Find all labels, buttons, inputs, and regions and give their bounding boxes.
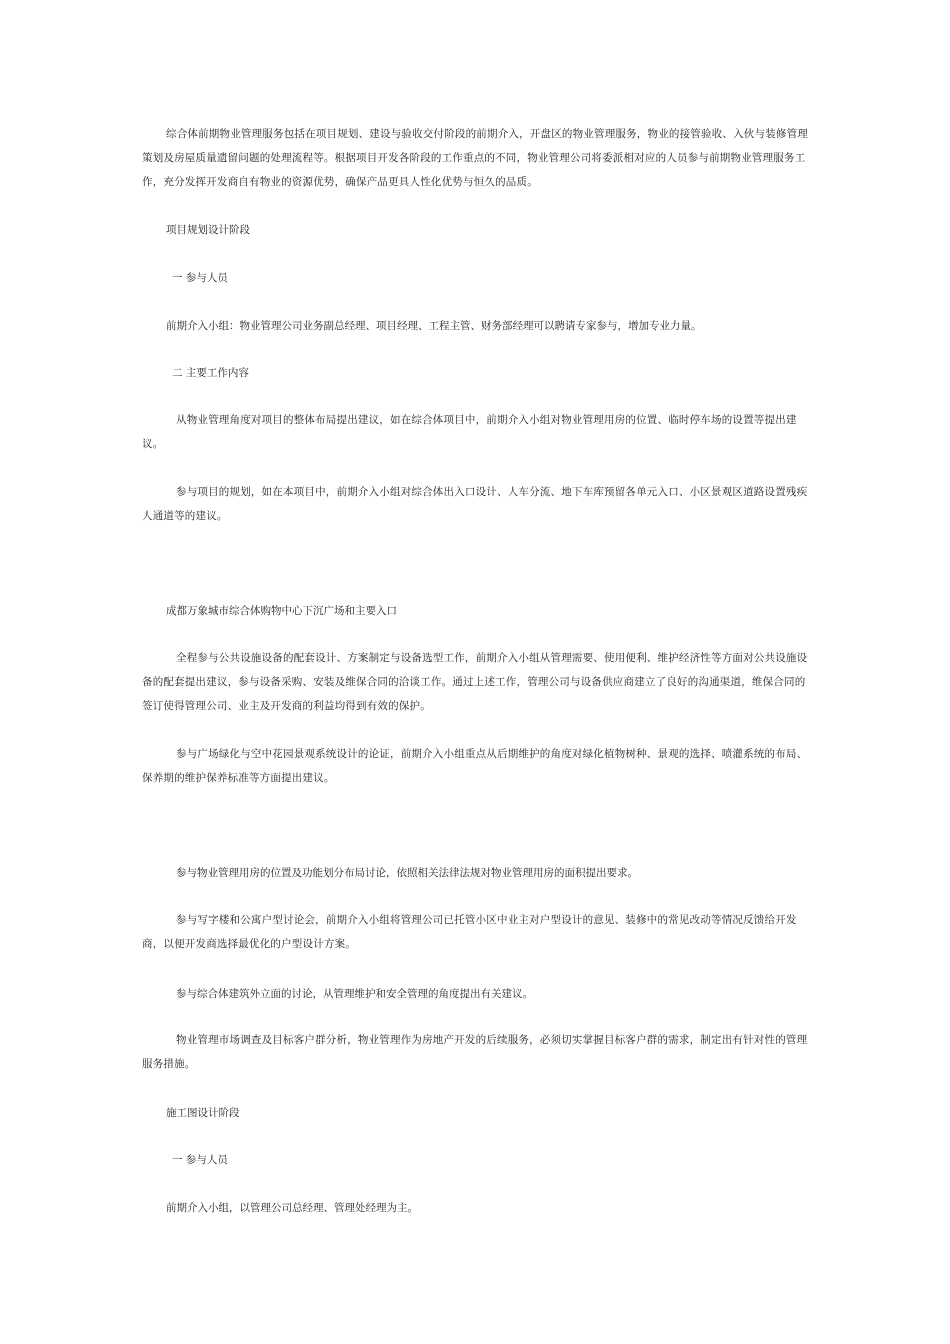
- intro-paragraph: 综合体前期物业管理服务包括在项目规划、建设与验收交付阶段的前期介入，开盘区的物业管理服务，物业的接管验收、入伙与装修管理策划及房屋质量遗留问题的处理流程等。根据项目开发各阶段的工作重点的不同，物业管理公司将委派相对应的人员参与前期物业管理服务工作，充分发挥开发商自有物业的资源优势，确保产品更具人性化优势与恒久的品质。: [142, 128, 808, 188]
- subheading-participants-2: 一 参与人员: [172, 1154, 228, 1166]
- participants-paragraph: 前期介入小组：物业管理公司业务副总经理、项目经理、工程主管、财务部经理可以聘请专家参与，增加专业力量。: [166, 320, 702, 332]
- facade-paragraph: 参与综合体建筑外立面的讨论，从管理维护和安全管理的角度提出有关建议。: [176, 988, 533, 1000]
- landscape-paragraph: 参与广场绿化与空中花园景观系统设计的论证，前期介入小组重点从后期维护的角度对绿化植物树种、景观的选择、喷灌系统的布局、保养期的维护保养标准等方面提出建议。: [142, 748, 808, 784]
- section-heading-construction: 施工图设计阶段: [166, 1107, 240, 1119]
- subheading-participants: 一 参与人员: [172, 272, 228, 284]
- facilities-paragraph: 全程参与公共设施设备的配套设计、方案制定与设备选型工作，前期介入小组从管理需要、使用便利、维护经济性等方面对公共设施设备的配套提出建议，参与设备采购、安装及维保合同的洽谈工作。通过上述工作，管理公司与设备供应商建立了良好的沟通渠道，维保合同的签订使得管理公司、业主及开发商的利益均得到有效的保护。: [142, 652, 808, 712]
- subheading-main-work: 二 主要工作内容: [172, 367, 249, 379]
- image-caption: 成都万象城市综合体购物中心下沉广场和主要入口: [166, 605, 397, 617]
- market-research-paragraph: 物业管理市场调查及目标客户群分析，物业管理作为房地产开发的后续服务，必须切实掌握目标客户群的需求，制定出有针对性的管理服务措施。: [142, 1034, 808, 1070]
- unit-layout-paragraph: 参与写字楼和公寓户型讨论会，前期介入小组将管理公司已托管小区中业主对户型设计的意见、装修中的常见改动等情况反馈给开发商，以便开发商选择最优化的户型设计方案。: [142, 914, 797, 950]
- section-heading-planning: 项目规划设计阶段: [166, 224, 250, 236]
- layout-advice-paragraph: 从物业管理角度对项目的整体布局提出建议，如在综合体项目中，前期介入小组对物业管理用房的位置、临时停车场的设置等提出建议。: [142, 414, 797, 450]
- construction-participants-paragraph: 前期介入小组，以管理公司总经理、管理处经理为主。: [166, 1202, 418, 1214]
- management-room-paragraph: 参与物业管理用房的位置及功能划分布局讨论，依照相关法律法规对物业管理用房的面积提出要求。: [176, 867, 638, 879]
- planning-participation-paragraph: 参与项目的规划，如在本项目中，前期介入小组对综合体出入口设计、人车分流、地下车库预留各单元入口、小区景观区道路设置残疾人通道等的建议。: [142, 486, 808, 522]
